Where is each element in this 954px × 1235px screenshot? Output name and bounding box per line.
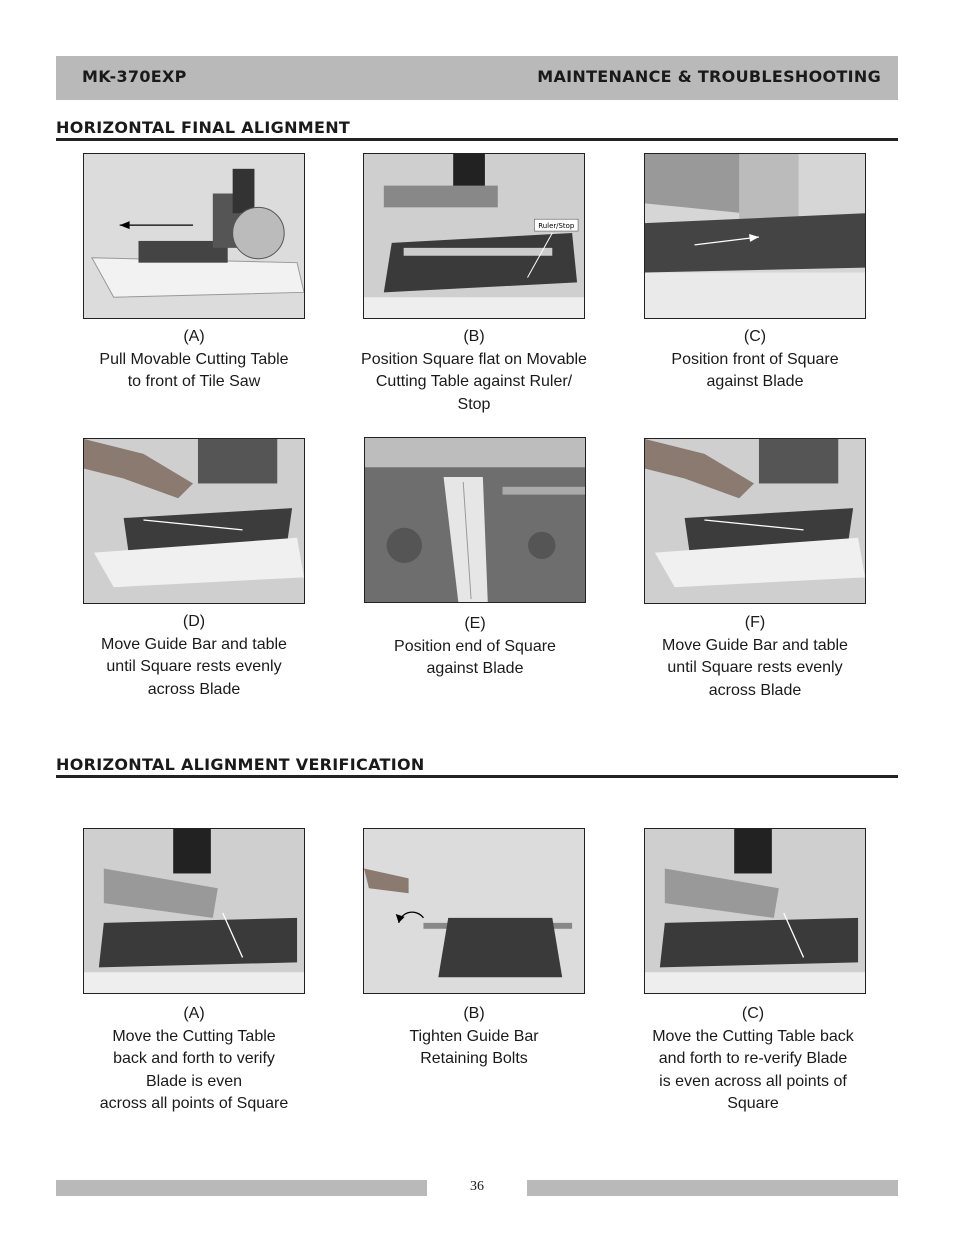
caption-final-d: (D) Move Guide Bar and table until Square rests evenly across Blade <box>101 613 287 698</box>
photo-final-c <box>644 153 866 319</box>
caption-final-f: (F) Move Guide Bar and table until Square rests evenly across Blade <box>662 614 848 699</box>
footer-bar-left <box>56 1180 427 1196</box>
footer-bar-right <box>527 1180 898 1196</box>
photo-final-a <box>83 153 305 319</box>
caption-verify-b: (B) Tighten Guide Bar Retaining Bolts <box>409 1005 539 1067</box>
section-name: MAINTENANCE & TROUBLESHOOTING <box>537 67 881 86</box>
caption-final-b: (B) Position Square flat on Movable Cutting Table against Ruler/ Stop <box>361 328 587 413</box>
caption-verify-a: (A) Move the Cutting Table back and forth to verify Blade is even across all points of Square <box>99 1005 289 1112</box>
model-name: MK-370EXP <box>82 67 187 86</box>
photo-final-b <box>363 153 585 319</box>
photo-verify-b <box>363 828 585 994</box>
page-header <box>56 56 898 100</box>
page-number: 36 <box>470 1179 484 1194</box>
photo-final-d <box>83 438 305 604</box>
caption-final-a: (A) Pull Movable Cutting Table to front of Tile Saw <box>99 328 289 390</box>
caption-final-e: (E) Position end of Square against Blade <box>394 615 556 677</box>
photo-final-e <box>364 437 586 603</box>
section-title-final-alignment: HORIZONTAL FINAL ALIGNMENT <box>56 118 898 141</box>
caption-final-c: (C) Position front of Square against Blade <box>671 328 839 390</box>
section-title-verification: HORIZONTAL ALIGNMENT VERIFICATION <box>56 755 898 778</box>
caption-verify-c: (C) Move the Cutting Table back and forth to re-verify Blade is even across all points of Square <box>652 1005 854 1112</box>
ruler-stop-label: Ruler/Stop <box>538 222 575 231</box>
photo-verify-a <box>83 828 305 994</box>
photo-verify-c <box>644 828 866 994</box>
photo-final-f <box>644 438 866 604</box>
